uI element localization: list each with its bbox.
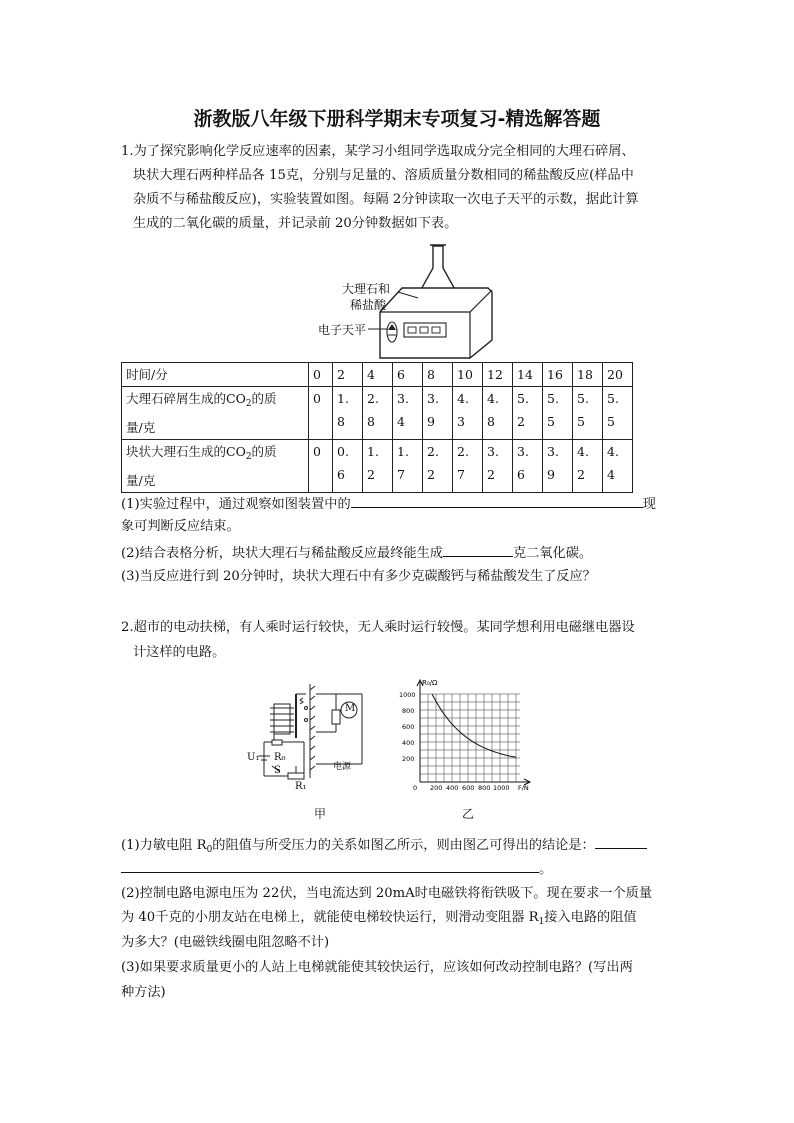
q2-sub3-line-2: 种方法) bbox=[121, 985, 166, 1000]
q2-sub1-cont: 。 bbox=[121, 858, 552, 880]
row-crushed-label: 大理石碎屑生成的$CO_2$的质 量/克 bbox=[122, 387, 309, 440]
page-title: 浙教版八年级下册科学期末专项复习-精选解答题 bbox=[193, 108, 601, 130]
value-cell: 0 bbox=[309, 387, 333, 440]
table-header-time: 时间/分 bbox=[122, 363, 309, 387]
circuit-diagram bbox=[244, 680, 384, 796]
q1-line-2: 块状大理石两种样品各 15克，分别与足量的、溶质质量分数相同的稀盐酸反应(样品中 bbox=[133, 168, 634, 183]
table-header-row bbox=[122, 363, 633, 387]
graph-caption: 乙 bbox=[462, 807, 475, 821]
value-cell: 3. 9 bbox=[423, 387, 453, 440]
time-cell: 20 bbox=[603, 363, 633, 387]
q2-sub1: (1)力敏电阻 $R_0$的阻值与所受压力的关系如图乙所示，则由图乙可得出的结论是： bbox=[121, 834, 647, 860]
y-tick-label: 600 bbox=[402, 723, 415, 731]
row-block-label: 块状大理石生成的$CO_2$的质 量/克 bbox=[122, 440, 309, 493]
value-cell: 5. 5 bbox=[543, 387, 573, 440]
x-axis-label: F/N bbox=[518, 784, 529, 792]
time-cell: 0 bbox=[309, 363, 333, 387]
resistance-graph bbox=[398, 676, 548, 798]
q2-sub3-line-1: (3)如果要求质量更小的人站上电梯就能使其较快运行，应该如何改动控制电路？(写出两 bbox=[121, 960, 633, 975]
label-u1: U₁ bbox=[247, 752, 260, 763]
table-row-block bbox=[122, 440, 633, 493]
q1-intro bbox=[121, 140, 677, 236]
value-cell: 3. 4 bbox=[393, 387, 423, 440]
label-marble-1: 大理石和 bbox=[342, 282, 391, 296]
value-cell: 1. 8 bbox=[333, 387, 363, 440]
value-cell: 5. 5 bbox=[603, 387, 633, 440]
time-cell: 4 bbox=[363, 363, 393, 387]
label-power: 电源 bbox=[333, 762, 352, 772]
q1-sub1: (1)实验过程中，通过观察如图装置中的 现 bbox=[121, 493, 656, 515]
y-tick-label: 1000 bbox=[399, 691, 416, 699]
value-cell: 1. 2 bbox=[363, 440, 393, 493]
time-cell: 12 bbox=[483, 363, 513, 387]
resistance-curve bbox=[432, 694, 516, 757]
y-tick-label: 200 bbox=[402, 755, 415, 763]
value-cell: 3. 2 bbox=[483, 440, 513, 493]
value-cell: 1. 7 bbox=[393, 440, 423, 493]
label-marble-2: 稀盐酸 bbox=[350, 298, 387, 312]
q2-sub2-line-1: (2)控制电路电源电压为 22伏，当电流达到 20mA时电磁铁将衔铁吸下。现在要求一个质量 bbox=[121, 886, 653, 901]
time-cell: 18 bbox=[573, 363, 603, 387]
value-cell: 3. 6 bbox=[513, 440, 543, 493]
y-tick-label: 400 bbox=[402, 739, 415, 747]
x-tick-label: 200 bbox=[430, 784, 443, 792]
time-cell: 6 bbox=[393, 363, 423, 387]
q2-line-2: 计这样的电路。 bbox=[133, 645, 226, 660]
q1-line-3: 杂质不与稀盐酸反应)，实验装置如图。每隔 2分钟读取一次电子天平的示数，据此计算 bbox=[133, 192, 639, 207]
data-table bbox=[121, 362, 633, 493]
answer-blank[interactable] bbox=[121, 858, 539, 873]
value-cell: 0. 6 bbox=[333, 440, 363, 493]
value-cell: 2. 2 bbox=[423, 440, 453, 493]
q1-sub2: (2)结合表格分析，块状大理石与稀盐酸反应最终能生成 克二氧化碳。 bbox=[121, 542, 592, 564]
q2-sub2-line-2: 为 40千克的小朋友站在电梯上，就能使电梯较快运行，则滑动变阻器 $R_1$接入电路的阻值 bbox=[121, 910, 637, 927]
y-tick-label: 800 bbox=[402, 707, 415, 715]
value-cell: 4. 3 bbox=[453, 387, 483, 440]
answer-blank[interactable] bbox=[443, 542, 513, 557]
table-row-crushed bbox=[122, 387, 633, 440]
answer-blank[interactable] bbox=[351, 493, 643, 508]
value-cell: 4. 8 bbox=[483, 387, 513, 440]
q2-line-1: 2.超市的电动扶梯，有人乘时运行较快，无人乘时运行较慢。某同学想利用电磁继电器设 bbox=[121, 620, 635, 635]
motor-label: M bbox=[345, 703, 356, 714]
value-cell: 2. 7 bbox=[453, 440, 483, 493]
label-s: S bbox=[274, 765, 281, 776]
answer-blank[interactable] bbox=[595, 834, 647, 849]
label-r0: R₀ bbox=[274, 752, 286, 763]
x-tick-label: 1000 bbox=[493, 784, 510, 792]
origin-label: 0 bbox=[413, 784, 418, 792]
value-cell: 4. 4 bbox=[603, 440, 633, 493]
value-cell: 0 bbox=[309, 440, 333, 493]
time-cell: 14 bbox=[513, 363, 543, 387]
q1-line-1: 1.为了探究影响化学反应速率的因素，某学习小组同学选取成分完全相同的大理石碎屑、 bbox=[121, 144, 635, 159]
time-cell: 10 bbox=[453, 363, 483, 387]
x-tick-label: 400 bbox=[446, 784, 459, 792]
value-cell: 5. 2 bbox=[513, 387, 543, 440]
value-cell: 3. 9 bbox=[543, 440, 573, 493]
time-cell: 8 bbox=[423, 363, 453, 387]
y-axis-label: R₀/Ω bbox=[422, 679, 438, 687]
value-cell: 4. 2 bbox=[573, 440, 603, 493]
value-cell: 5. 5 bbox=[573, 387, 603, 440]
circuit-caption: 甲 bbox=[314, 807, 327, 821]
value-cell: 2. 8 bbox=[363, 387, 393, 440]
time-cell: 16 bbox=[543, 363, 573, 387]
apparatus-figure bbox=[310, 240, 500, 362]
label-balance: 电子天平 bbox=[318, 323, 367, 337]
q1-sub3: (3)当反应进行到 20分钟时，块状大理石中有多少克碳酸钙与稀盐酸发生了反应？ bbox=[121, 569, 596, 584]
label-r1: R₁ bbox=[295, 781, 307, 792]
x-tick-label: 600 bbox=[462, 784, 475, 792]
q1-sub1-cont: 象可判断反应结束。 bbox=[121, 519, 240, 534]
x-tick-label: 800 bbox=[478, 784, 491, 792]
time-cell: 2 bbox=[333, 363, 363, 387]
q1-line-4: 生成的二氧化碳的质量，并记录前 20分钟数据如下表。 bbox=[133, 216, 458, 231]
q2-sub2-line-3: 为多大？(电磁铁线圈电阻忽略不计) bbox=[121, 935, 330, 950]
